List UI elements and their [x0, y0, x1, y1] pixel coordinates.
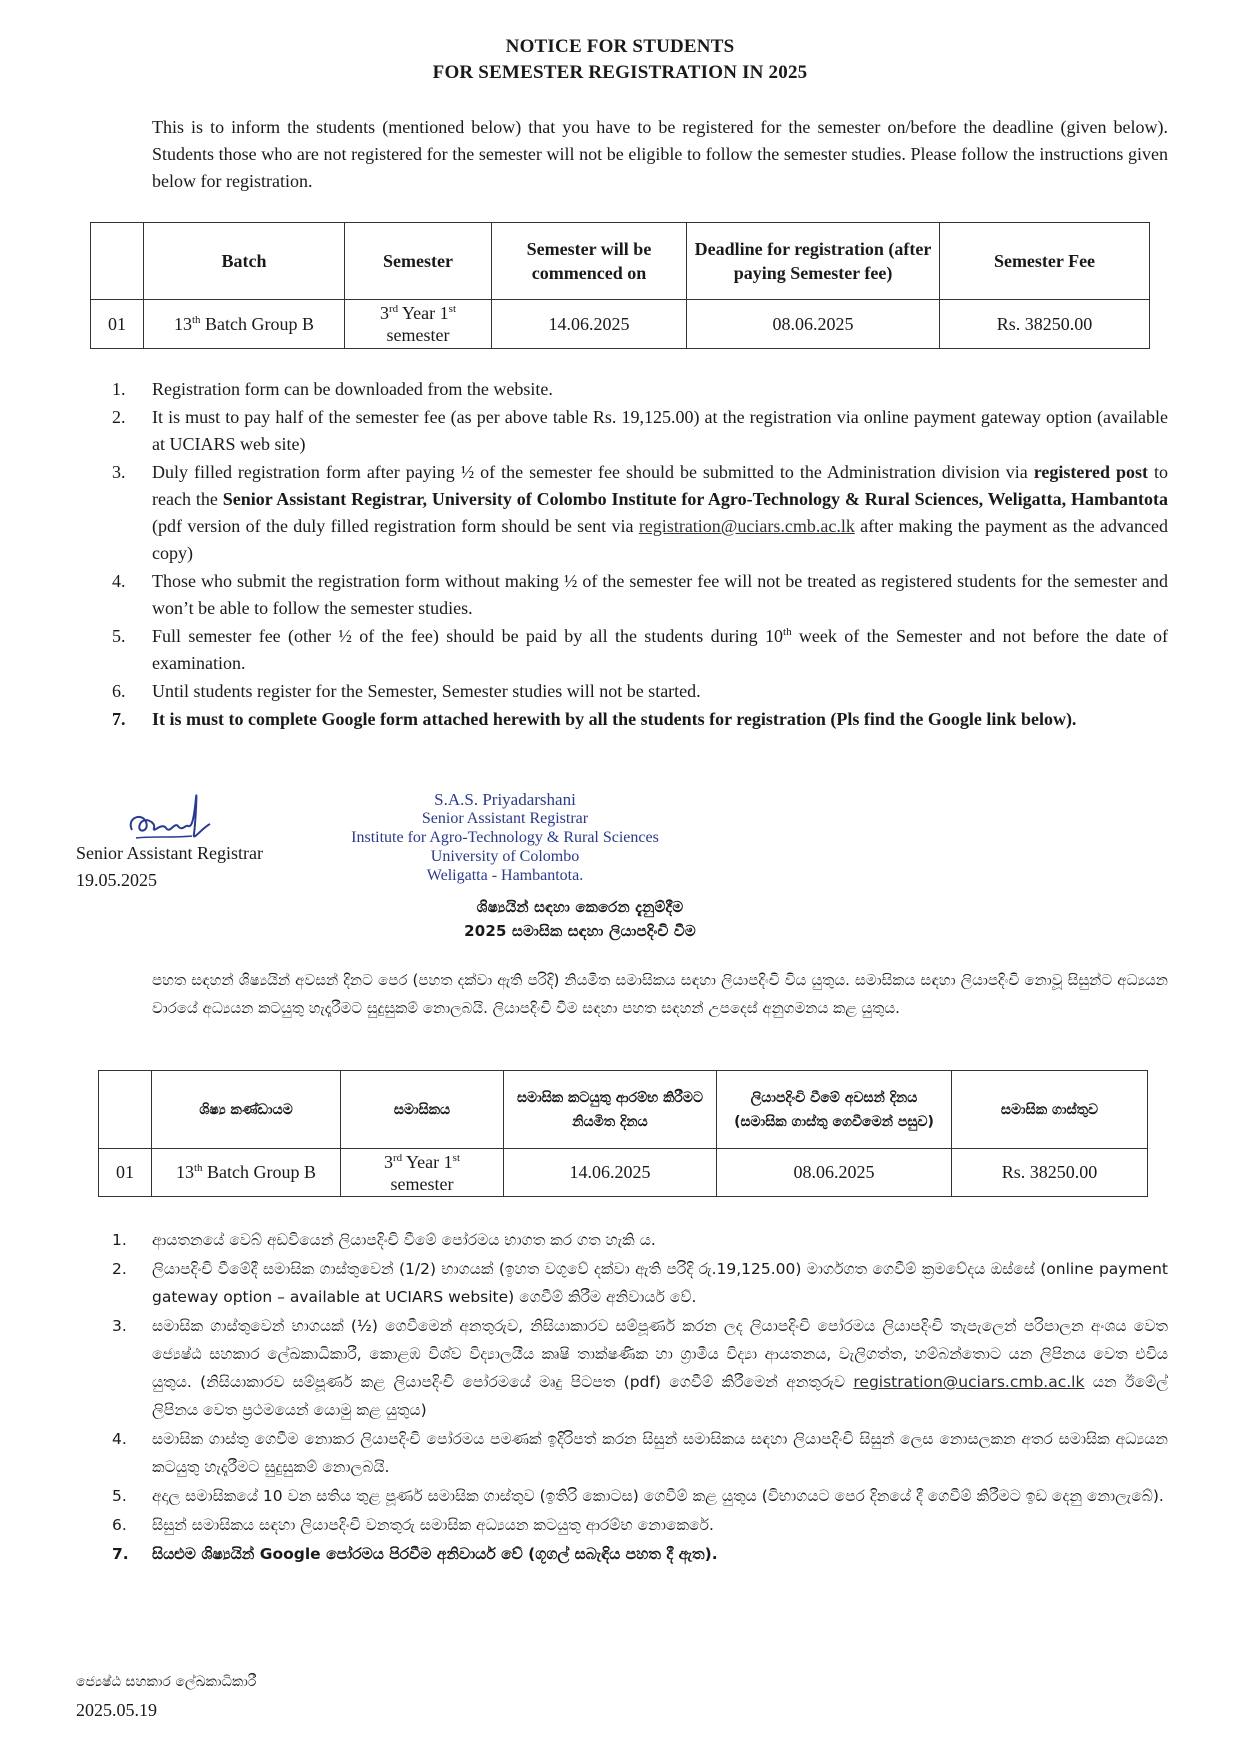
semester-cell: 3rd Year 1st semester: [345, 300, 492, 349]
batch-cell: 13th Batch Group B: [144, 300, 345, 349]
batch-cell: 13th Batch Group B: [152, 1149, 341, 1197]
list-item: 1. ආයතනයේ වෙබ් අඩවියෙන් ලියාපදිංචි වීමේ පෝරමය භාගත කර ගත හැකි ය.: [112, 1231, 656, 1249]
list-item: 6. සිසුන් සමාසිකය සඳහා ලියාපදිංචි වනතුරු සමාසික අධ්‍යයන කටයුතු ආරම්භ නොකෙරේ.: [112, 1516, 714, 1534]
table-header-commenced: සමාසික කටයුතු ආරම්භ කිරීමට නියමිත දිනය: [504, 1071, 717, 1149]
table-header-commenced: Semester will be commenced on: [492, 223, 687, 300]
sinhala-signature-title: ජ්‍යෙෂ්ඨ සහකාර ලේඛකාධිකාරී: [76, 1674, 257, 1690]
table-header-fee: සමාසික ගාස්තුව: [952, 1071, 1148, 1149]
row-number: 01: [99, 1149, 152, 1197]
notice-subtitle: FOR SEMESTER REGISTRATION IN 2025: [432, 62, 808, 83]
signature-title: Senior Assistant Registrar: [76, 843, 263, 863]
sinhala-intro-paragraph: පහත සඳහන් ශිෂ්‍යයින් අවසන් දිනට පෙර (පහත දක්වා ඇති පරිදි) නියමිත සමාසිකය සඳහා ලියාපදිංචි විය යුතුය. සමාසිකය සඳහා ලියාපදිංචි නොවූ සිසුන්ට අධ්‍යයන වාරයේ අධ්‍යයන කටයුතු හැදෑරීමට සුදුසුකම් නොලබයි. ලියාපදිංචි වීම සඳහා පහත සඳහන් උපදෙස් අනුගමනය කළ යුතුය.: [152, 971, 1168, 1017]
table-header-semester: Semester: [345, 223, 492, 300]
list-item: 3. Duly filled registration form after paying ½ of the semester fee should be submitted to the Administration division via registered post to reach the Senior Assistant Registrar, University of Colombo Institute for Agro-Technology & Rural Sciences, Weligatta, Hambantota (pdf version of the duly filled registration form should be sent via registration@uciars.cmb.ac.lk after making the payment as the advanced copy): [112, 462, 1168, 563]
signature-block: [76, 840, 263, 894]
handwritten-signature: [122, 778, 222, 848]
table-row: [91, 300, 1150, 349]
signature-date: 19.05.2025: [76, 870, 157, 890]
table-header-row: [99, 1071, 1148, 1149]
deadline-date-cell: 08.06.2025: [717, 1149, 952, 1197]
intro-paragraph: This is to inform the students (mentioned below) that you have to be registered for the semester on/before the deadline (given below). Students those who are not registered for the semester will not be eligible to follow the semester studies. Please follow the instructions given below for registration.: [152, 117, 1168, 191]
sinhala-instructions-list: [112, 1226, 1168, 1569]
deadline-date-cell: 08.06.2025: [687, 300, 940, 349]
table-header-no: [91, 223, 144, 300]
list-item: 3. සමාසික ගාස්තුවෙන් භාගයක් (½) ගෙවීමෙන් අනතුරුව, නිසියාකාරව සම්පූර්ණ කරන ලද ලියාපදිංචි පෝරමය ලියාපදිංචි තැපැලෙන් පරිපාලන අංශය වෙත ජ්‍යෙෂ්ඨ සහකාර ලේඛකාධිකාරී, කොළඹ විශ්ව විද්‍යාලයීය කෘෂි තාක්ෂණික හා ග්‍රාමීය විද්‍යා ආයතනය, වැලිගත්ත, හම්බන්තොට යන ලිපිනය වෙත එවිය යුතුය. (නිසියාකාරව සම්පූර්ණ කළ ලියාපදිංචි පෝරමයේ මෘදු පිටපත (pdf) ගෙවීම් කිරීමෙන් අනතුරුව registration@uciars.cmb.ac.lk යන ඊමේල් ලිපිනය වෙත ප්‍රථමයෙන් යොමු කළ යුතුය): [112, 1317, 1168, 1419]
semester-fee-cell: Rs. 38250.00: [952, 1149, 1148, 1197]
list-item: 4. සමාසික ගාස්තු ගෙවීම නොකර ලියාපදිංචි පෝරමය පමණක් ඉදිරිපත් කරන සිසුන් සමාසිකය සඳහා ලියාපදිංචි සිසුන් ලෙස නොසලකන අතර සමාසික අධ්‍යයන කටයුතු හැදෑරීමට සුදුසුකම් නොලබයි.: [112, 1430, 1168, 1476]
row-number: 01: [91, 300, 144, 349]
sinhala-registration-table: [98, 1070, 1148, 1197]
semester-fee-cell: Rs. 38250.00: [940, 300, 1150, 349]
list-item: 2. ලියාපදිංචි වීමේදී සමාසික ගාස්තුවෙන් (1/2) භාගයක් (ඉහත වගුවේ දක්වා ඇති පරිදි රු.19,125.00) මාර්ගගත ගෙවීම් ක්‍රමවේදය ඔස්සේ (online payment gateway option – available at UCIARS website) ගෙවීම් කිරීම අනිවාර්ය වේ.: [112, 1260, 1168, 1306]
semester-cell: 3rd Year 1st semester: [341, 1149, 504, 1197]
sinhala-signature-date: 2025.05.19: [76, 1700, 157, 1720]
registration-email-link[interactable]: registration@uciars.cmb.ac.lk: [638, 516, 855, 536]
sinhala-signature-block: [76, 1668, 256, 1724]
commenced-date-cell: 14.06.2025: [504, 1149, 717, 1197]
instructions-list: [112, 376, 1168, 734]
list-item: 1. Registration form can be downloaded from the website.: [112, 379, 553, 399]
table-header-batch: ශිෂ්‍ය කණ්ඩායම: [152, 1071, 341, 1149]
official-stamp: S.A.S. Priyadarshani Senior Assistant Registrar Institute for Agro-Technology & Rural Sciences University of Colombo Weligatta - Hambantota.: [351, 790, 659, 884]
table-header-batch: Batch: [144, 223, 345, 300]
table-header-row: [91, 223, 1150, 300]
registration-table: [90, 222, 1150, 349]
list-item: 4. Those who submit the registration form without making ½ of the semester fee will not be treated as registered students for the semester and won’t be able to follow the semester studies.: [112, 571, 1168, 618]
list-item: 6. Until students register for the Semester, Semester studies will not be started.: [112, 681, 701, 701]
table-header-fee: Semester Fee: [940, 223, 1150, 300]
table-header-deadline: ලියාපදිංචි වීමේ අවසන් දිනය (සමාසික ගාස්තු ගෙවීමෙන් පසුව): [717, 1071, 952, 1149]
notice-title: NOTICE FOR STUDENTS: [505, 36, 735, 57]
list-item: 7. It is must to complete Google form attached herewith by all the students for registration (Pls find the Google link below).: [112, 709, 1077, 729]
commenced-date-cell: 14.06.2025: [492, 300, 687, 349]
list-item: 5. අදාල සමාසිකයේ 10 වන සතිය තුළ පූර්ණ සමාසික ගාස්තුව (ඉතිරි කොටස) ගෙවීම් කළ යුතුය (විභාගයට පෙර දිනයේ දී ගෙවීම් කිරීමට ඉඩ දෙනු නොලැබේ).: [112, 1487, 1164, 1505]
sinhala-subtitle: 2025 සමාසික සඳහා ලියාපදිංචි වීම: [464, 922, 696, 940]
table-header-no: [99, 1071, 152, 1149]
sinhala-title: ශිෂ්‍යයින් සඳහා කෙරෙන දැනුම්දීම: [476, 898, 684, 916]
table-header-semester: සමාසිකය: [341, 1071, 504, 1149]
registration-email-link[interactable]: registration@uciars.cmb.ac.lk: [853, 1373, 1085, 1391]
table-row: [99, 1149, 1148, 1197]
list-item: 5. Full semester fee (other ½ of the fee) should be paid by all the students during 10th week of the Semester and not before the date of examination.: [112, 626, 1168, 673]
list-item: 7. සියළුම ශිෂ්‍යයින් Google පෝරමය පිරවීම අනිවාර්ය වේ (ගූගල් සබැඳිය පහත දී ඇත).: [112, 1545, 718, 1563]
table-header-deadline: Deadline for registration (after paying Semester fee): [687, 223, 940, 300]
list-item: 2. It is must to pay half of the semester fee (as per above table Rs. 19,125.00) at the registration via online payment gateway option (available at UCIARS web site): [112, 407, 1168, 454]
